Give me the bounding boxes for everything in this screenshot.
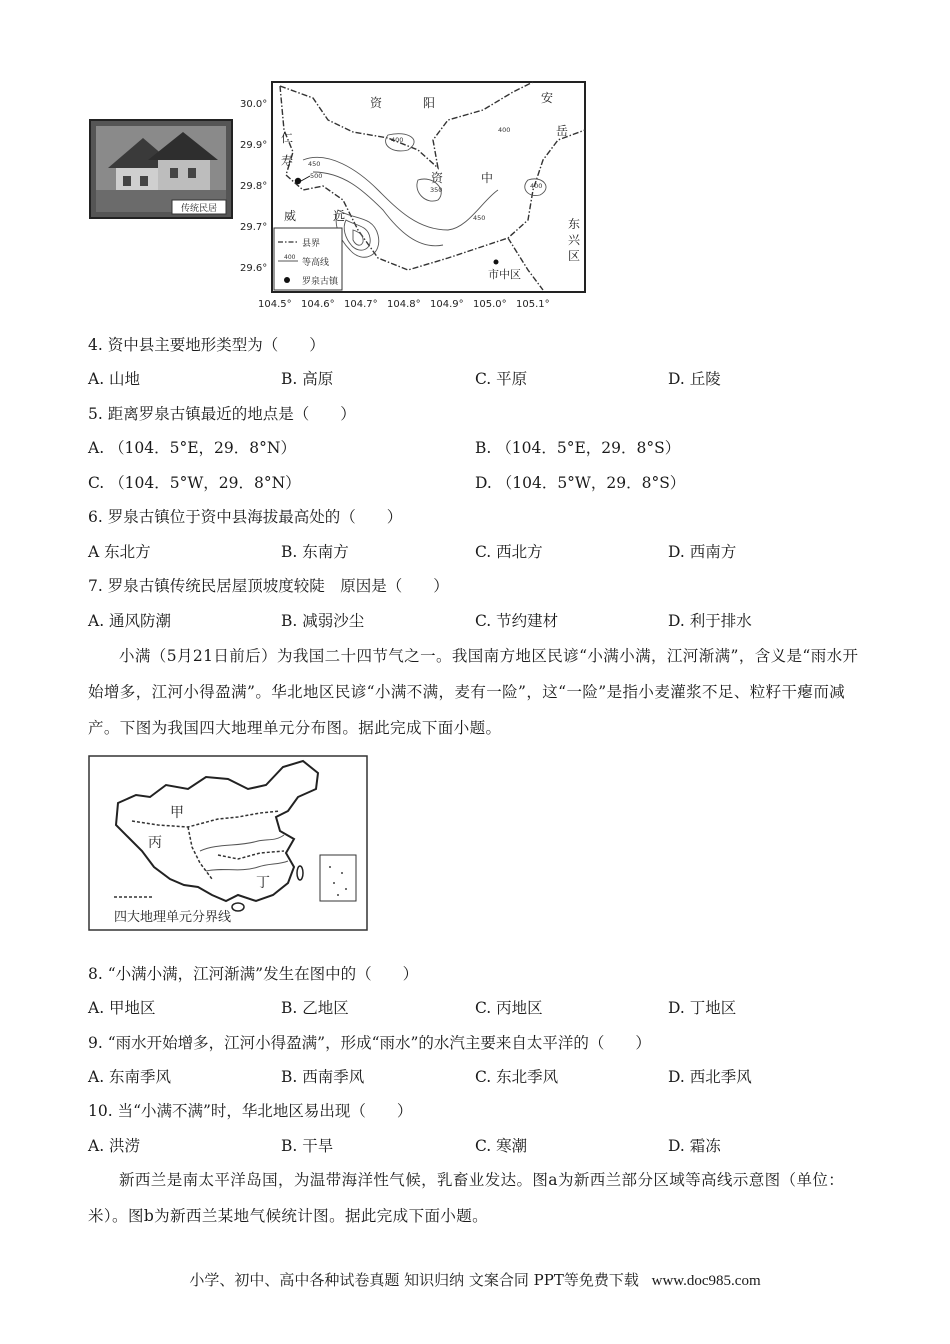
svg-text:400: 400 — [284, 254, 296, 261]
q8-option-d: D. 丁地区 — [668, 999, 737, 1017]
region-label-jia: 甲 — [170, 805, 184, 821]
q9-option-a: A. 东南季风 — [88, 1068, 172, 1086]
footer-url[interactable]: www.doc985.com — [651, 1273, 761, 1289]
q4-option-a: A. 山地 — [88, 370, 141, 388]
q8-stem: 8. “小满小满，江河渐满”发生在图中的（ ） — [88, 965, 419, 983]
q4-option-c: C. 平原 — [475, 370, 528, 388]
legend-county-boundary: 县界 — [302, 239, 321, 249]
lon-label: 105.1° — [516, 299, 550, 310]
q5-stem: 5. 距离罗泉古镇最近的地点是（ ） — [88, 405, 356, 423]
q7-option-d: D. 利于排水 — [668, 612, 752, 630]
contour-label: 400 — [391, 136, 404, 144]
page-footer — [0, 1269, 950, 1290]
latitude-labels — [240, 99, 267, 274]
lat-label: 29.8° — [240, 181, 268, 192]
region-label-ding: 丁 — [256, 875, 270, 891]
contour-label: 400 — [498, 126, 511, 134]
region-label: 远 — [333, 209, 346, 223]
lon-label: 105.0° — [473, 299, 507, 310]
footer-text: 小学、初中、高中各种试卷真题 知识归纳 文案合同 PPT等免费下载 — [189, 1271, 639, 1289]
q10-option-c: C. 寒潮 — [475, 1137, 528, 1155]
lon-label: 104.6° — [301, 299, 335, 310]
lat-label: 29.9° — [240, 140, 268, 151]
q8-option-c: C. 丙地区 — [475, 999, 543, 1017]
q6-option-b: B. 东南方 — [281, 543, 349, 561]
contour-label: 400 — [530, 182, 543, 190]
q7-option-a: A. 通风防潮 — [88, 612, 172, 630]
longitude-labels — [258, 299, 550, 310]
q6-option-d: D. 西南方 — [668, 543, 737, 561]
region-label: 仁 — [281, 131, 294, 145]
region-label-bing: 丙 — [148, 835, 162, 851]
region-label: 威 — [284, 209, 297, 223]
q7-option-b: B. 减弱沙尘 — [281, 612, 365, 630]
q5-option-d: D. （104．5°W，29．8°S） — [475, 474, 686, 492]
q9-stem: 9. “雨水开始增多，江河小得盈满”，形成“雨水”的水汽主要来自太平洋的（ ） — [88, 1034, 651, 1052]
legend-town: 罗泉古镇 — [302, 277, 339, 287]
region-label: 阳 — [423, 96, 436, 110]
region-label: 资 — [431, 171, 444, 185]
region-label: 中 — [481, 171, 494, 185]
lat-label: 29.6° — [240, 263, 268, 274]
q4-option-b: B. 高原 — [281, 370, 334, 388]
region-label: 安 — [541, 91, 554, 105]
region-label: 区 — [568, 249, 581, 263]
legend-contour: 等高线 — [302, 258, 330, 268]
zizhong-map-figure — [88, 80, 588, 312]
q5-option-a: A. （104．5°E，29．8°N） — [88, 439, 296, 457]
lat-label: 30.0° — [240, 99, 268, 110]
passage-xiaoman: 小满（5月21日前后）为我国二十四节气之一。我国南方地区民谚“小满小满，江河渐满”，含义是“雨水开始增多，江河小得盈满”。华北地区民谚“小满不满，麦有一险”，这“一险”是指小麦灌浆不足、粒籽干瘪而减产。下图为我国四大地理单元分布图。据此完成下面小题。 — [88, 647, 859, 737]
contour-label: 350 — [430, 186, 443, 194]
q7-option-c: C. 节约建材 — [475, 612, 559, 630]
region-label: 岳 — [556, 124, 569, 138]
lon-label: 104.7° — [344, 299, 378, 310]
q4-option-d: D. 丘陵 — [668, 370, 721, 388]
contour-label: 500 — [310, 172, 323, 180]
region-label: 东 — [568, 217, 581, 231]
q10-option-d: D. 霜冻 — [668, 1137, 721, 1155]
photo-caption: 传统民居 — [180, 204, 218, 214]
lon-label: 104.9° — [430, 299, 464, 310]
q7-stem: 7. 罗泉古镇传统民居屋顶坡度较陡 原因是（ ） — [88, 577, 449, 595]
lon-label: 104.8° — [387, 299, 421, 310]
contour-label: 450 — [308, 160, 321, 168]
shizhong-marker — [494, 260, 499, 265]
zizhong-map — [88, 80, 588, 312]
q6-option-c: C. 西北方 — [475, 543, 543, 561]
legend-boundary-label: 四大地理单元分界线 — [114, 910, 232, 925]
q4-stem: 4. 资中县主要地形类型为（ ） — [88, 336, 325, 354]
lon-label: 104.5° — [258, 299, 292, 310]
q10-option-b: B. 干旱 — [281, 1137, 334, 1155]
q10-stem: 10. 当“小满不满”时，华北地区易出现（ ） — [88, 1102, 413, 1120]
q5-option-c: C. （104．5°W，29．8°N） — [88, 474, 301, 492]
q8-option-b: B. 乙地区 — [281, 999, 349, 1017]
q9-option-b: B. 西南季风 — [281, 1068, 365, 1086]
passage-new-zealand: 新西兰是南太平洋岛国，为温带海洋性气候，乳畜业发达。图a为新西兰部分区域等高线示意图（单位：米）。图b为新西兰某地气候统计图。据此完成下面小题。 — [88, 1171, 845, 1225]
map-legend — [274, 228, 342, 290]
q8-option-a: A. 甲地区 — [88, 999, 156, 1017]
q9-option-c: C. 东北季风 — [475, 1068, 559, 1086]
region-label: 市中区 — [488, 268, 521, 281]
china-regions-map — [88, 755, 368, 931]
region-label: 兴 — [568, 233, 581, 247]
q6-stem: 6. 罗泉古镇位于资中县海拔最高处的（ ） — [88, 508, 403, 526]
region-label: 寿 — [281, 154, 294, 168]
q9-option-d: D. 西北季风 — [668, 1068, 752, 1086]
contour-label: 450 — [473, 214, 486, 222]
q6-option-a: A 东北方 — [88, 543, 151, 561]
luoquan-town-marker — [295, 178, 301, 184]
region-label: 资 — [370, 96, 383, 110]
china-regions-figure — [88, 755, 368, 931]
q10-option-a: A. 洪涝 — [88, 1137, 141, 1155]
lat-label: 29.7° — [240, 222, 268, 233]
q5-option-b: B. （104．5°E，29．8°S） — [475, 439, 681, 457]
